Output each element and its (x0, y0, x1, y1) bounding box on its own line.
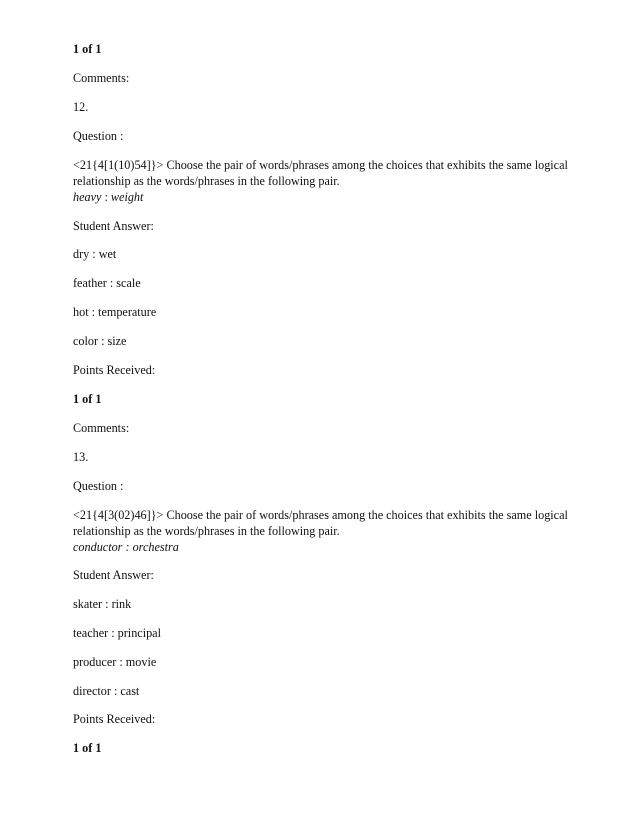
answer-choice: dry : wet (73, 247, 117, 261)
answer-choice: director : cast (73, 684, 140, 698)
answer-choice: producer : movie (73, 655, 157, 669)
points-value: 1 of 1 (73, 42, 102, 56)
question-pair: conductor : orchestra (73, 540, 179, 554)
question-number: 12. (73, 100, 89, 114)
question-prompt-line-1: <21{4[3(02)46]}> Choose the pair of words/phrases among the choices that exhibits the same logical (73, 508, 568, 522)
question-label: Question : (73, 479, 124, 493)
student-answer-label: Student Answer: (73, 568, 154, 582)
student-answer-label: Student Answer: (73, 219, 154, 233)
pair-first-word: heavy (73, 190, 102, 204)
answer-choice: hot : temperature (73, 305, 157, 319)
comments-label: Comments: (73, 71, 130, 85)
question-number: 13. (73, 450, 89, 464)
answer-choice: teacher : principal (73, 626, 161, 640)
question-label: Question : (73, 129, 124, 143)
pair-separator: : (101, 190, 111, 204)
points-value: 1 of 1 (73, 392, 102, 406)
question-pair (73, 190, 143, 205)
question-prompt-line-2: relationship as the words/phrases in the following pair. (73, 524, 340, 538)
answer-choice: feather : scale (73, 276, 141, 290)
answer-choice: color : size (73, 334, 127, 348)
question-prompt-line-2: relationship as the words/phrases in the following pair. (73, 174, 340, 188)
points-received-label: Points Received: (73, 712, 156, 726)
points-value: 1 of 1 (73, 741, 102, 755)
pair-second-word: weight (110, 190, 144, 204)
answer-choice: skater : rink (73, 597, 132, 611)
question-prompt-line-1: <21{4[1(10)54]}> Choose the pair of words/phrases among the choices that exhibits the same logical (73, 158, 568, 172)
points-received-label: Points Received: (73, 363, 156, 377)
comments-label: Comments: (73, 421, 130, 435)
